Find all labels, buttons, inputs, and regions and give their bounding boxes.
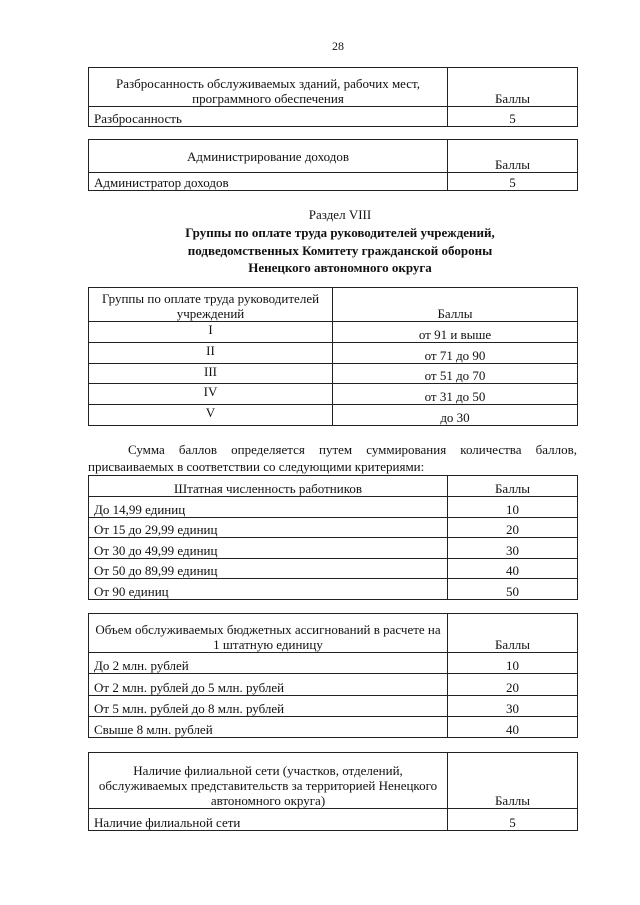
table-row <box>89 517 578 538</box>
revenue-admin-table <box>88 139 578 191</box>
points-cell: от 31 до 50 <box>333 384 578 405</box>
criterion-cell: IV <box>89 384 333 405</box>
criterion-cell: До 14,99 единиц <box>89 497 448 518</box>
table-header-row <box>89 68 578 107</box>
points-cell: 10 <box>448 497 578 518</box>
table-row <box>89 497 578 518</box>
points-cell: 30 <box>448 538 578 559</box>
criteria-paragraph: Сумма баллов определяется путем суммирования количества баллов, присваиваемых в соответствии со следующими критериями: <box>88 442 577 474</box>
points-cell: 5 <box>448 809 578 831</box>
criterion-cell: Наличие филиальной сети <box>89 809 448 831</box>
table-row <box>89 538 578 559</box>
column-header-points: Баллы <box>448 68 578 107</box>
table-row <box>89 322 578 343</box>
section-title-line-2: подведомственных Комитету гражданской обороны <box>187 243 493 258</box>
column-header-criterion: Группы по оплате труда руководителей учреждений <box>89 288 333 322</box>
staff-count-table <box>88 475 578 600</box>
points-cell: 5 <box>448 173 578 191</box>
points-cell: от 91 и выше <box>333 322 578 343</box>
table-header-row <box>89 140 578 173</box>
table-row <box>89 558 578 579</box>
points-cell: 20 <box>448 674 578 695</box>
table-row <box>89 653 578 674</box>
table-row <box>89 695 578 716</box>
criterion-cell: До 2 млн. рублей <box>89 653 448 674</box>
table-row <box>89 107 578 127</box>
points-cell: от 51 до 70 <box>333 363 578 384</box>
criterion-cell: III <box>89 363 333 384</box>
branch-network-table <box>88 752 578 831</box>
table-header-row <box>89 614 578 653</box>
table-header-row <box>89 753 578 809</box>
column-header-criterion: Разбросанность обслуживаемых зданий, рабочих мест, программного обеспечения <box>89 68 448 107</box>
column-header-points: Баллы <box>333 288 578 322</box>
points-cell: 40 <box>448 716 578 737</box>
table-row <box>89 384 578 405</box>
criterion-cell: Свыше 8 млн. рублей <box>89 716 448 737</box>
column-header-criterion: Штатная численность работников <box>89 476 448 497</box>
points-cell: 40 <box>448 558 578 579</box>
table-header-row <box>89 288 578 322</box>
column-header-criterion: Объем обслуживаемых бюджетных ассигнований в расчете на 1 штатную единицу <box>89 614 448 653</box>
criterion-cell: От 2 млн. рублей до 5 млн. рублей <box>89 674 448 695</box>
table-row <box>89 405 578 426</box>
section-label: Раздел VIII <box>308 207 372 222</box>
criterion-cell: Администратор доходов <box>89 173 448 191</box>
table-row <box>89 579 578 600</box>
criterion-cell: От 90 единиц <box>89 579 448 600</box>
table-row <box>89 809 578 831</box>
table-row <box>89 363 578 384</box>
column-header-points: Баллы <box>448 476 578 497</box>
pay-groups-table <box>88 287 578 426</box>
points-cell: от 71 до 90 <box>333 342 578 363</box>
points-cell: 5 <box>448 107 578 127</box>
column-header-points: Баллы <box>448 140 578 173</box>
points-cell: 50 <box>448 579 578 600</box>
table-row <box>89 674 578 695</box>
table-row <box>89 173 578 191</box>
table-row <box>89 342 578 363</box>
section-title-line-1: Группы по оплате труда руководителей учреждений, <box>185 225 495 240</box>
budget-volume-table <box>88 613 578 738</box>
criterion-cell: От 15 до 29,99 единиц <box>89 517 448 538</box>
criterion-cell: V <box>89 405 333 426</box>
points-cell: до 30 <box>333 405 578 426</box>
table-row <box>89 716 578 737</box>
criterion-cell: От 50 до 89,99 единиц <box>89 558 448 579</box>
column-header-criterion: Администрирование доходов <box>89 140 448 173</box>
points-cell: 30 <box>448 695 578 716</box>
table-header-row <box>89 476 578 497</box>
scatter-table <box>88 67 578 127</box>
page-number: 28 <box>332 39 344 53</box>
criterion-cell: От 5 млн. рублей до 8 млн. рублей <box>89 695 448 716</box>
criterion-cell: От 30 до 49,99 единиц <box>89 538 448 559</box>
section-title-line-3: Ненецкого автономного округа <box>248 260 432 275</box>
column-header-points: Баллы <box>448 614 578 653</box>
column-header-criterion: Наличие филиальной сети (участков, отделений, обслуживаемых представительств за территорией Ненецкого автономного округа) <box>89 753 448 809</box>
column-header-points: Баллы <box>448 753 578 809</box>
criterion-cell: II <box>89 342 333 363</box>
criterion-cell: I <box>89 322 333 343</box>
points-cell: 10 <box>448 653 578 674</box>
points-cell: 20 <box>448 517 578 538</box>
criterion-cell: Разбросанность <box>89 107 448 127</box>
